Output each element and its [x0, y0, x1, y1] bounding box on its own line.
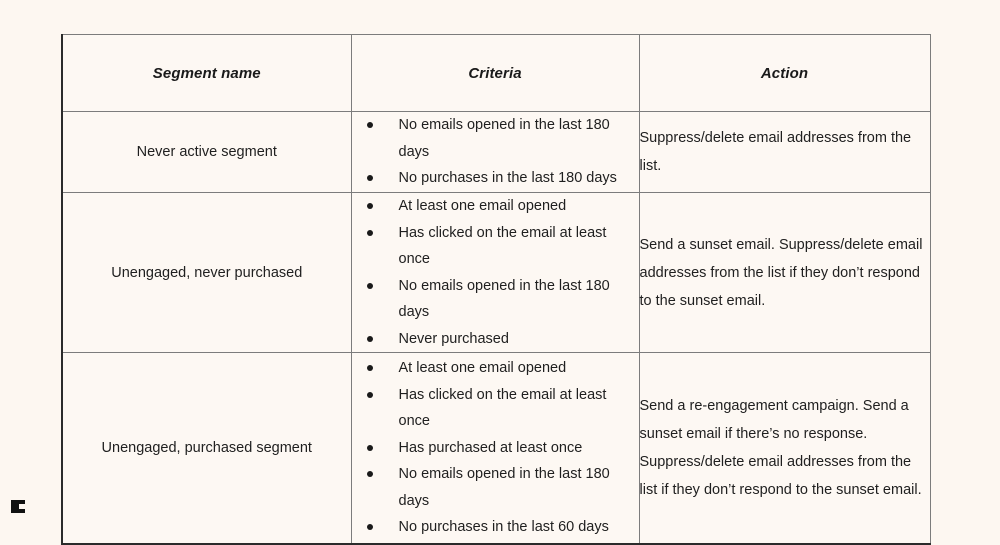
list-item — [352, 112, 639, 165]
cell-action: Suppress/delete email addresses from the list. — [639, 112, 930, 193]
criteria-text: At least one email opened — [398, 360, 567, 377]
bullet-icon — [367, 122, 373, 128]
list-item — [352, 382, 639, 435]
table-header-row — [62, 35, 930, 112]
list-item — [352, 326, 639, 353]
bullet-icon — [367, 471, 373, 477]
bullet-icon — [367, 365, 373, 371]
bullet-icon — [367, 203, 373, 209]
table-row — [62, 112, 930, 193]
list-item — [352, 193, 639, 220]
bullet-icon — [367, 445, 373, 451]
bullet-icon — [367, 392, 373, 398]
list-item — [352, 435, 639, 462]
cell-action: Send a sunset email. Suppress/delete email addresses from the list if they don’t respond to the sunset email. — [639, 193, 930, 353]
criteria-text: No purchases in the last 60 days — [398, 519, 609, 536]
cell-segment-name: Unengaged, never purchased — [62, 193, 351, 353]
criteria-text: No purchases in the last 180 days — [398, 170, 617, 187]
bullet-icon — [367, 283, 373, 289]
bullet-icon — [367, 175, 373, 181]
list-item — [352, 165, 639, 192]
criteria-list — [352, 355, 639, 541]
cell-action: Send a re-engagement campaign. Send a sunset email if there’s no response. Suppress/delete email addresses from the list if they don’t respond to the sunset email. — [639, 353, 930, 545]
criteria-text: Has clicked on the email at least once — [398, 224, 607, 267]
criteria-text: No emails opened in the last 180 days — [398, 466, 610, 509]
table-row — [62, 353, 930, 545]
table-body — [62, 112, 930, 545]
bullet-icon — [367, 230, 373, 236]
column-header-action: Action — [639, 35, 930, 112]
bullet-icon — [367, 336, 373, 342]
table-row — [62, 193, 930, 353]
cell-segment-name: Never active segment — [62, 112, 351, 193]
segment-strategy-table — [61, 34, 931, 545]
list-item — [352, 461, 639, 514]
list-item — [352, 273, 639, 326]
criteria-list — [352, 112, 639, 192]
bullet-icon — [367, 524, 373, 530]
criteria-list — [352, 193, 639, 352]
table-header — [62, 35, 930, 112]
column-header-segment-name: Segment name — [62, 35, 351, 112]
list-item — [352, 514, 639, 541]
cursor-notch — [19, 504, 26, 509]
cell-criteria — [351, 112, 639, 193]
criteria-text: Never purchased — [398, 330, 509, 347]
cell-criteria — [351, 193, 639, 353]
cell-criteria — [351, 353, 639, 545]
list-item — [352, 355, 639, 382]
list-item — [352, 220, 639, 273]
cell-segment-name: Unengaged, purchased segment — [62, 353, 351, 545]
criteria-text: Has purchased at least once — [398, 439, 583, 456]
criteria-text: At least one email opened — [398, 198, 567, 214]
mouse-cursor-icon — [11, 500, 27, 514]
criteria-text: No emails opened in the last 180 days — [398, 117, 610, 160]
column-header-criteria: Criteria — [351, 35, 639, 112]
criteria-text: No emails opened in the last 180 days — [398, 277, 610, 320]
criteria-text: Has clicked on the email at least once — [398, 386, 607, 430]
